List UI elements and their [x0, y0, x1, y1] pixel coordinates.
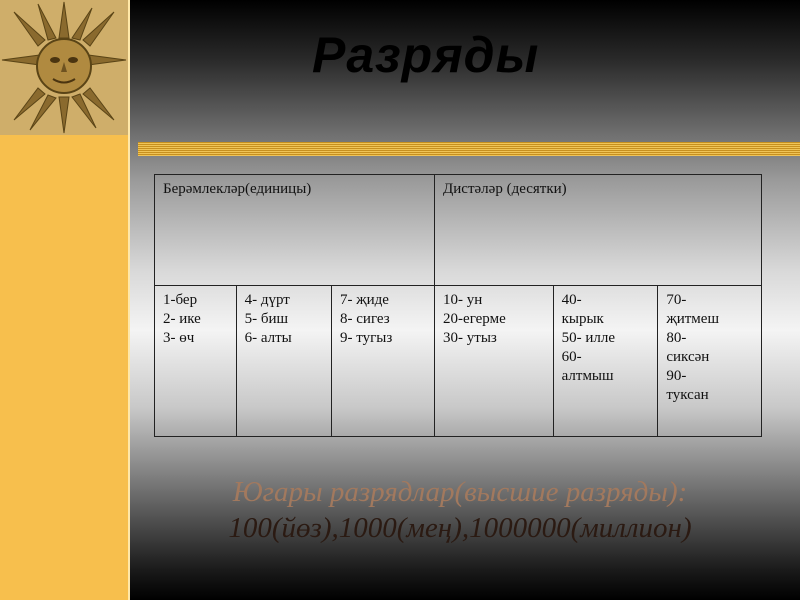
cell-line: 30- утыз: [443, 330, 497, 346]
cell-line: 20-егерме: [443, 311, 506, 327]
cell-line: җитмеш: [666, 311, 719, 327]
cell-line: кырык: [561, 311, 604, 327]
cell-line: 70-: [666, 292, 687, 308]
table-row: [155, 286, 762, 437]
footer-line-2: 100(йөз),1000(мең),1000000(миллион): [228, 512, 692, 544]
cell-line: 10- ун: [443, 292, 483, 308]
cell-line: 90-: [666, 368, 687, 384]
table-cell: [435, 286, 554, 437]
table-cell: [332, 286, 435, 437]
table-cell: [553, 286, 658, 437]
table-cell: [236, 286, 331, 437]
cell-line: 7- җиде: [340, 292, 389, 308]
cell-line: алтмыш: [561, 368, 614, 384]
sun-face-icon: [0, 0, 128, 135]
cell-line: 80-: [666, 330, 687, 346]
cell-line: 1-бер: [163, 292, 198, 308]
cell-line: 50- илле: [561, 330, 616, 346]
header-tens: Дистәләр (десятки): [435, 175, 762, 286]
cell-line: 6- алты: [244, 330, 292, 346]
table-cell: [658, 286, 762, 437]
cell-line: 8- сигез: [340, 311, 390, 327]
table-cell: [155, 286, 237, 437]
cell-line: 3- өч: [163, 330, 195, 346]
cell-line: 60-: [561, 349, 582, 365]
cell-line: 40-: [561, 292, 582, 308]
cell-line: 2- ике: [163, 311, 201, 327]
cell-line: 4- дүрт: [244, 292, 290, 308]
digits-table: [154, 174, 762, 437]
higher-ranks-note: [150, 474, 770, 546]
cell-line: туксан: [666, 387, 709, 403]
cell-line: сиксән: [666, 349, 710, 365]
slide-title: Разряды: [312, 27, 540, 83]
cell-line: 5- биш: [244, 311, 289, 327]
table-header-row: [155, 175, 762, 286]
cell-line: 9- тугыз: [340, 330, 393, 346]
footer-line-1: Югары разрядлар(высшие разряды):: [232, 476, 688, 508]
decorative-stripe: [138, 142, 800, 156]
header-units: Берәмлекләр(единицы): [155, 175, 435, 286]
